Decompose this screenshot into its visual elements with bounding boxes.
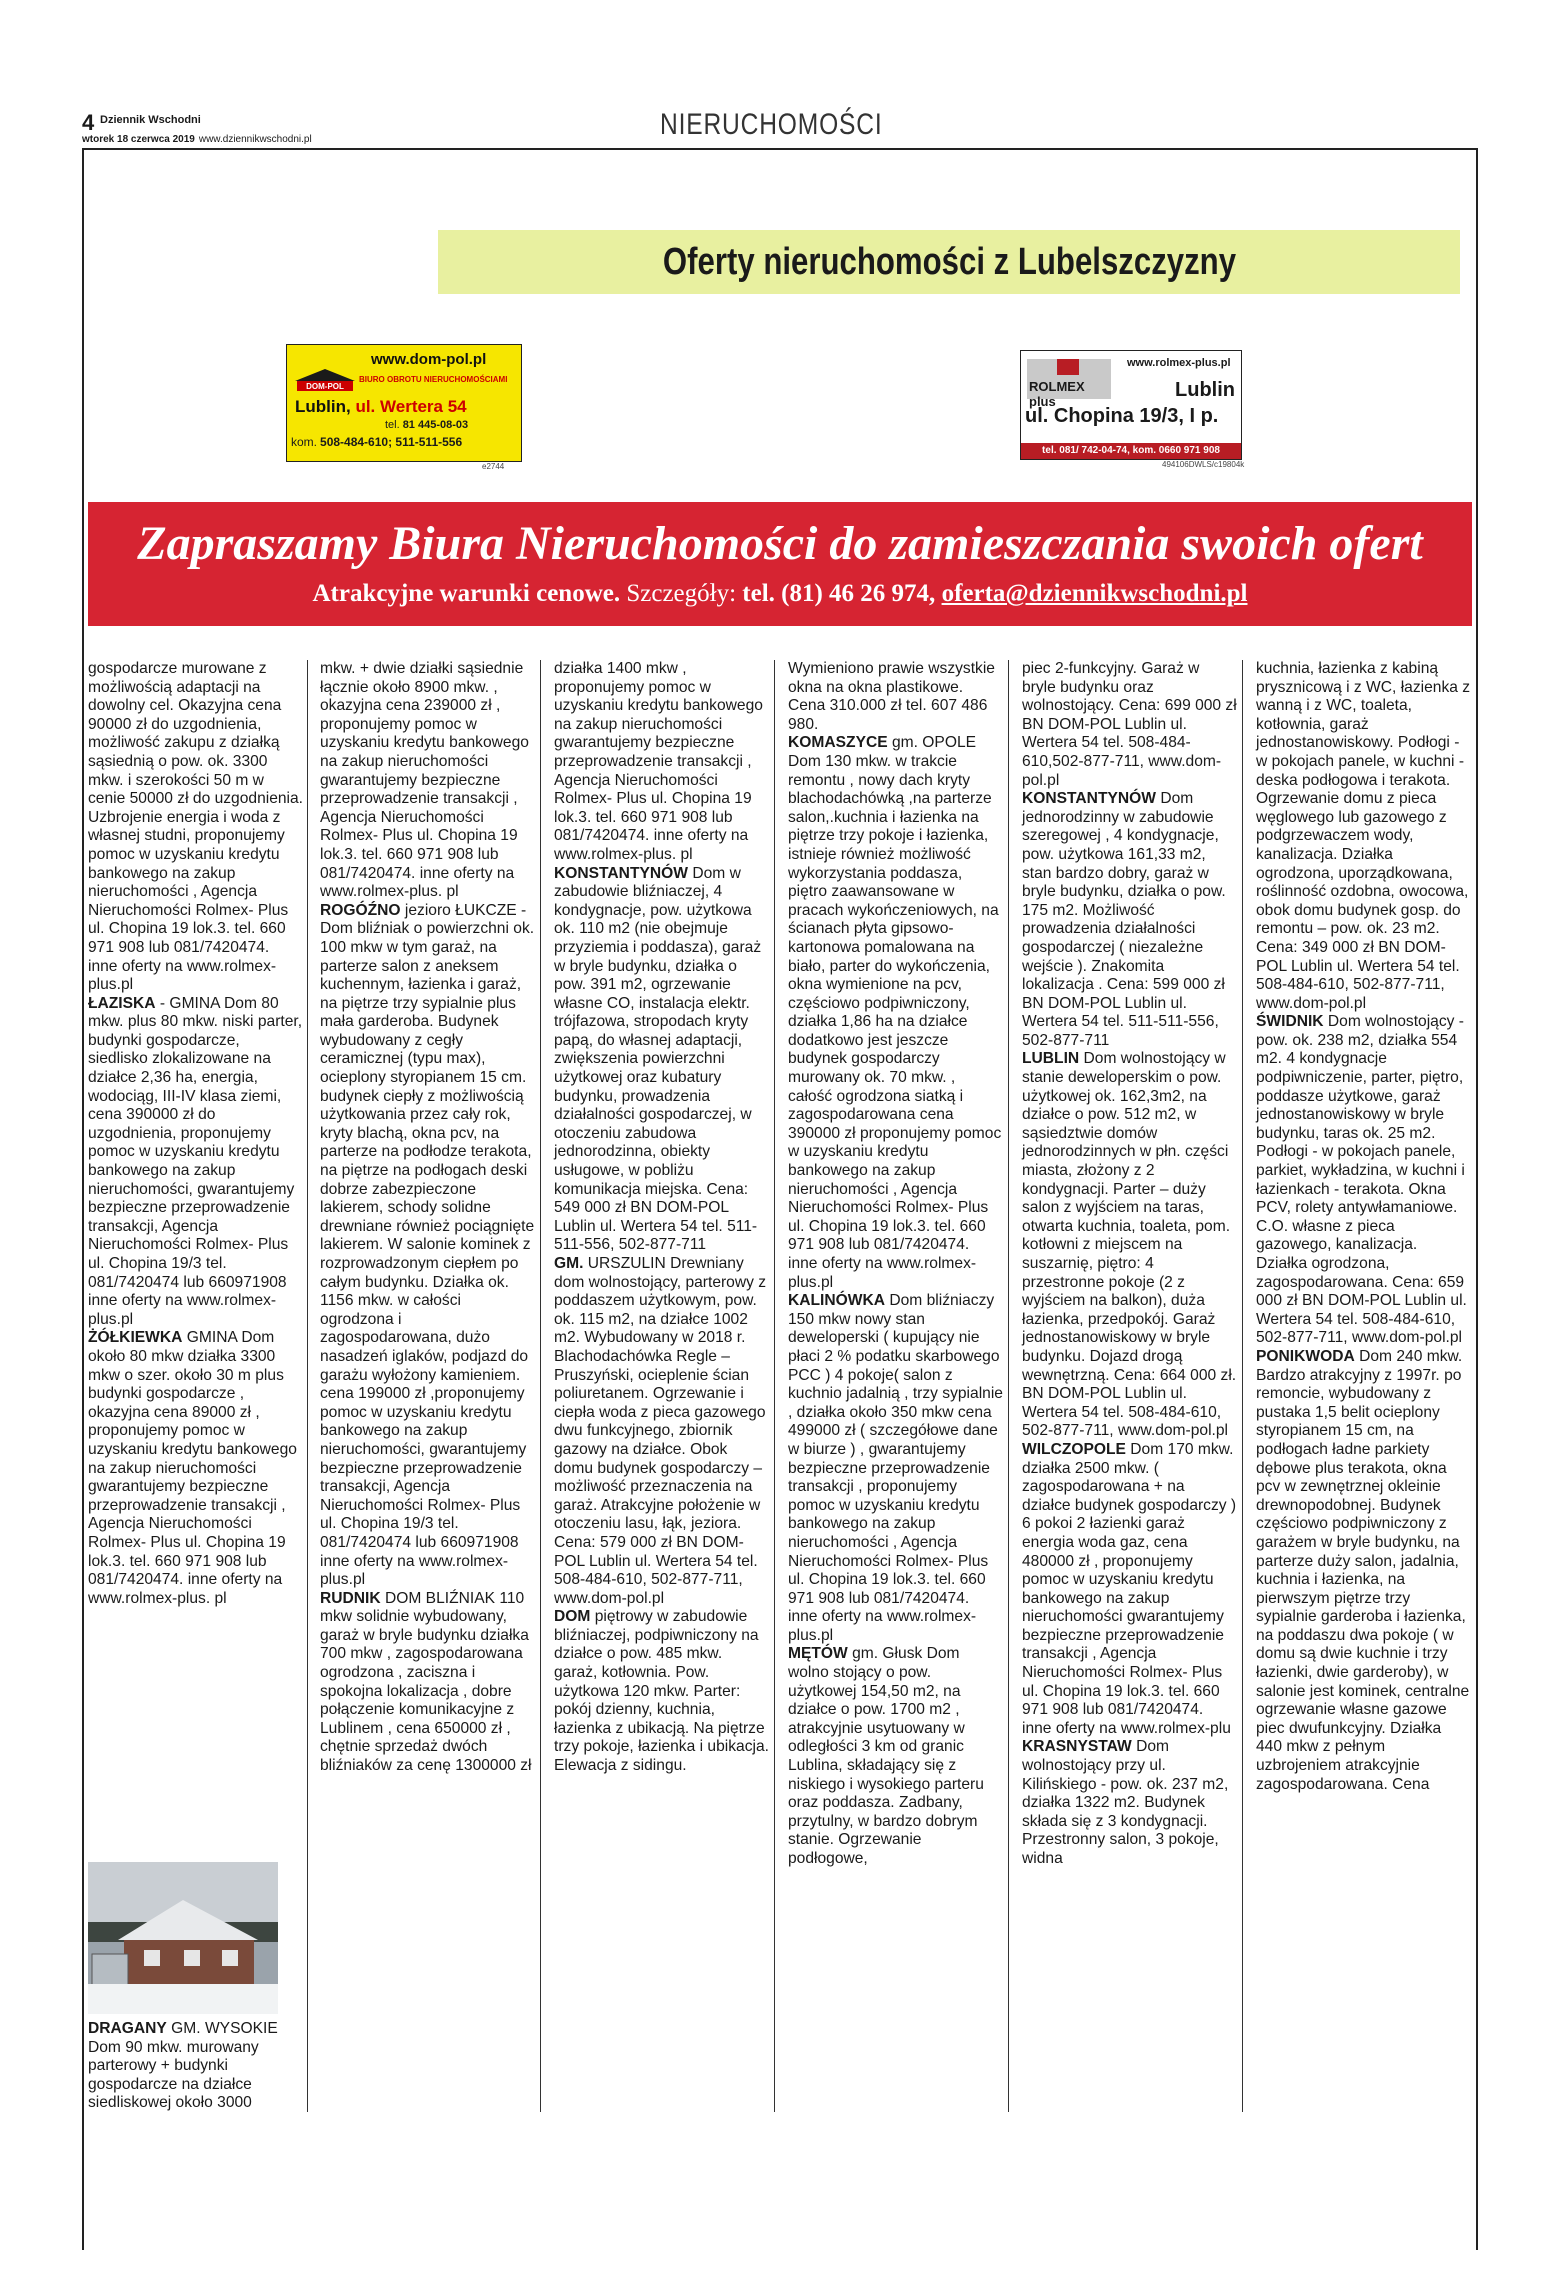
listing-entry	[554, 1255, 769, 1608]
listing-entry	[88, 2020, 303, 2113]
listing-entry	[88, 995, 303, 1330]
listing-location: ŻÓŁKIEWKA	[88, 1329, 183, 1347]
listing-text: URSZULIN Drewniany dom wolnostojący, parterowy z poddaszem użytkowym, pow. ok. 115 m2, na działce 1002 m2. Wybudowany w 2018 r. Blachodachówka Regle – Pruszyński, ocieplenie ścian poliuretanem. Ogrzewanie i ciepła woda z pieca gazowego dwu funkcyjnego, zbiornik gazowy na działce. Obok domu budynek gospodarczy – możliwość przeznaczenia na garaż. Atrakcyjne położenie w otoczeniu lasu, łąk, jeziora. Cena: 579 000 zł BN DOM-POL Lublin ul. Wertera 54 tel. 508-484-610, 502-877-711, www.dom-pol.pl	[554, 1255, 767, 1607]
listing-location: LUBLIN	[1022, 1050, 1080, 1068]
listing-text: Wymieniono prawie wszystkie okna na okna plastikowe. Cena 310.000 zł tel. 607 486 980.	[788, 660, 995, 733]
listing-entry	[1256, 1348, 1471, 1794]
publication-name: Dziennik Wschodni	[100, 114, 201, 126]
listing-text: DOM BLIŹNIAK 110 mkw solidnie wybudowany, garaż w bryle budynku działka 700 mkw , zagospodarowana ogrodzona , zaciszna i spokojna lokalizacja , dobre połączenie komunikacyjne z Lublinem , cena 650000 zł , chętnie sprzedaż dwóch bliźniaków za cenę 1300000 zł	[320, 1589, 532, 1775]
promo-headline: Zapraszamy Biura Nieruchomości do zamieszczania swoich ofert	[137, 517, 1423, 570]
listing-text: gm. Głusk Dom wolno stojący o pow. użytkowej 154,50 m2, na działce o pow. 1700 m2 , atrakcyjnie usytuowany w odległości 3 km od granic Lublina, składający się z niskiego i wysokiego parteru oraz poddasza. Zadbany, przytulny, w bardzo dobrym stanie. Ogrzewanie podłogowe,	[788, 1645, 984, 1867]
date-text: wtorek 18 czerwca 2019	[82, 134, 195, 145]
listing-column-3	[554, 660, 769, 1776]
listing-text: gospodarcze murowane z możliwością adaptacji na dowolny cel. Okazyjna cena 90000 zł do uzgodnienia, możliwość zakupu z działką sąsiednią o pow. ok. 3300 mkw. i szerokości 50 m w cenie 50000 zł do uzgodnienia. Uzbrojenie energia i woda z własnej studni, proponujemy pomoc w uzyskaniu kredytu bankowego na zakup nieruchomości , Agencja Nieruchomości Rolmex- Plus ul. Chopina 19 lok.3. tel. 660 971 908 lub 081/7420474. inne oferty na www.rolmex-plus.pl	[88, 660, 304, 994]
rolmex-url[interactable]: www.rolmex-plus.pl	[1127, 357, 1231, 369]
rolmex-logo-square-icon	[1057, 359, 1079, 375]
listing-text: piętrowy w zabudowie bliźniaczej, podpiwniczony na działce o pow. 485 mkw. garaż, kotłownia. Pow. użytkowa 120 mkw. Parter: pokój dzienny, kuchnia, łazienka z ubikacją. Na piętrze trzy pokoje, łazienka i ubikacja. Elewacja z sidingu.	[554, 1608, 769, 1775]
listing-column-2	[320, 660, 535, 1776]
dompol-kom-label: kom.	[291, 435, 318, 449]
listing-column-1-bottom	[88, 2020, 303, 2113]
promo-attractive: Atrakcyjne warunki cenowe.	[312, 580, 621, 607]
page-number: 4	[82, 110, 95, 135]
promo-subline	[88, 580, 1472, 608]
listing-column-1	[88, 660, 303, 1608]
listing-entry	[788, 660, 1003, 734]
listing-location: ŚWIDNIK	[1256, 1013, 1324, 1031]
listing-entry	[88, 660, 303, 995]
listing-text: jezioro ŁUKCZE - Dom bliźniak o powierzchni ok. 100 mkw w tym garaż, na parterze salon z aneksem kuchennym, łazienka i garaż, na piętrze trzy sypialnie plus mała garderoba. Budynek wybudowany z cegły ceramicznej (typu max), ocieplony styropianem 15 cm. budynek ciepły z możliwością użytkowania przez cały rok, kryty blachą, okna pcv, na parterze na podłodze terakota, na piętrze na podłogach deski dobrze zabezpieczone lakierem, schody solidne drewniane również pociągnięte lakierem. W salonie kominek z rozprowadzonym ciepłem po całym budynku. Działka ok. 1156 mkw. w całości ogrodzona i zagospodarowana, dużo nasadzeń iglaków, podjazd do garażu wyłożony kamieniem. cena 199000 zł ,proponujemy pomoc w uzyskaniu kredytu bankowego na zakup nieruchomości, gwarantujemy bezpieczne przeprowadzenie transakcji, Agencja Nieruchomości Rolmex- Plus ul. Chopina 19/3 tel. 081/7420474 lub 660971908 inne oferty na www.rolmex-plus.pl	[320, 901, 535, 1589]
dompol-address	[295, 397, 467, 417]
dompol-tel-number: 81 445-08-03	[402, 419, 469, 431]
rolmex-ad[interactable]	[1020, 350, 1242, 460]
listing-text: Dom bliźniaczy 150 mkw nowy stan deweloperski ( kupujący nie płaci 2 % podatku skarbowego PCC ) 4 pokoje( salon z kuchnio jadalnią , trzy sypialnie , działka około 350 mkw cena 499000 zł ( szczegółowe dane w biurze ) , gwarantujemy bezpieczne przeprowadzenie transakcji , proponujemy pomoc w uzyskaniu kredytu bankowego na zakup nieruchomości , Agencja Nieruchomości Rolmex- Plus ul. Chopina 19 lok.3. tel. 660 971 908 lub 081/7420474. inne oferty na www.rolmex-plus.pl	[788, 1292, 1003, 1644]
dompol-street: ul. Wertera 54	[355, 397, 467, 416]
listing-entry	[788, 734, 1003, 1292]
listing-location: ROGÓŹNO	[320, 901, 401, 919]
rolmex-logo	[1027, 359, 1111, 409]
listing-entry	[788, 1645, 1003, 1868]
listing-location: GM.	[554, 1255, 584, 1272]
listing-column-6	[1256, 660, 1471, 1794]
dompol-house-logo-icon	[293, 367, 357, 391]
listing-entry	[1022, 1738, 1237, 1868]
rolmex-city: Lublin	[1175, 379, 1235, 401]
listing-text: działka 1400 mkw , proponujemy pomoc w uzyskaniu kredytu bankowego na zakup nieruchomości gwarantujemy bezpieczne przeprowadzenie transakcji , Agencja Nieruchomości Rolmex- Plus ul. Chopina 19 lok.3. tel. 660 971 908 lub 081/7420474. inne oferty na www.rolmex-plus. pl	[554, 660, 763, 863]
listing-entry	[788, 1292, 1003, 1645]
dompol-logo-text: DOM-POL	[306, 382, 344, 391]
listing-column-5	[1022, 660, 1237, 1869]
listing-text: gm. OPOLE Dom 130 mkw. w trakcie remontu , nowy dach kryty blachodachówką ,na parterze salon,.kuchnia i łazienka na piętrze trzy pokoje i łazienka, istnieje również możliwość wykorzystania poddasza, piętro zaawansowane w pracach wykończeniowych, na ścianach płyta gipsowo-kartonowa pomalowana na biało, parter do wykończenia, okna wymienione na pcv, częściowo podpiwniczony, działka 1,86 ha na działce dodatkowo jest jeszcze budynek gospodarczy murowany ok. 70 mkw. , całość ogrodzona siatką i zagospodarowana cena 390000 zł proponujemy pomoc w uzyskaniu kredytu bankowego na zakup nieruchomości , Agencja Nieruchomości Rolmex- Plus ul. Chopina 19 lok.3. tel. 660 971 908 lub 081/7420474. inne oferty na www.rolmex-plus.pl	[788, 734, 1002, 1291]
listing-text: Dom 170 mkw. działka 2500 mkw. ( zagospodarowana + na działce budynek gospodarczy ) 6 pokoi 2 łazienki garaż energia woda gaz, cena 480000 zł , proponujemy pomoc w uzyskaniu kredytu bankowego na zakup nieruchomości gwarantujemy bezpieczne przeprowadzenie transakcji , Agencja Nieruchomości Rolmex- Plus ul. Chopina 19 lok.3. tel. 660 971 908 lub 081/7420474. inne oferty na www.rolmex-plu	[1022, 1440, 1237, 1737]
listing-entry	[88, 1329, 303, 1608]
house-photo	[88, 1862, 278, 2014]
listing-text: GMINA Dom około 80 mkw działka 3300 mkw o szer. około 30 m plus budynki gospodarcze , okazyjna cena 89000 zł , proponujemy pomoc w uzyskaniu kredytu bankowego na zakup nieruchomości gwarantujemy bezpieczne przeprowadzenie transakcji , Agencja Nieruchomości Rolmex- Plus ul. Chopina 19 lok.3. tel. 660 971 908 lub 081/7420474. inne oferty na www.rolmex-plus. pl	[88, 1329, 297, 1607]
listing-entry	[554, 1608, 769, 1775]
listing-location: PONIKWODA	[1256, 1347, 1355, 1365]
column-divider	[1008, 660, 1009, 2112]
listing-text: Dom jednorodzinny w zabudowie szeregowej , 4 kondygnacje, pow. użytkowa 161,33 m2, stan bardzo dobry, garaż w bryle budynku, działka o pow. 175 m2. Możliwość prowadzenia działalności gospodarczej ( niezależne wejście ). Znakomita lokalizacja . Cena: 599 000 zł BN DOM-POL Lublin ul. Wertera 54 tel. 511-511-556, 502-877-711	[1022, 790, 1226, 1049]
rolmex-logo-text: ROLMEX plus	[1029, 379, 1085, 409]
listing-location: KOMASZYCE	[788, 734, 888, 752]
website-link[interactable]: www.dziennikwschodni.pl	[198, 134, 312, 145]
listing-text: Dom wolnostojący w stanie deweloperskim o pow. użytkowej ok. 162,3m2, na działce o pow. 512 m2, w sąsiedztwie domów jednorodzinnych w płn. części miasta, złożony z 2 kondygnacji. Parter – duży salon z wyjściem na taras, otwarta kuchnia, toaleta, pom. kotłowni z miejscem na suszarnię, piętro: 4 przestronne pokoje (2 z wyjściem na balkon), duża łazienka, przedpokój. Garaż jednostanowiskowy w bryle budynku. Dojazd drogą wewnętrzną. Cena: 664 000 zł. BN DOM-POL Lublin ul. Wertera 54 tel. 508-484-610, 502-877-711, www.dom-pol.pl	[1022, 1050, 1237, 1440]
listing-entry	[1022, 660, 1237, 790]
listing-entry	[320, 1590, 535, 1776]
listing-entry	[554, 660, 769, 865]
listing-location: ŁAZISKA	[88, 994, 156, 1012]
listing-location: WILCZOPOLE	[1022, 1440, 1126, 1458]
dompol-ad[interactable]	[286, 344, 522, 462]
offers-title: Oferty nieruchomości z Lubelszczyzny	[662, 240, 1236, 283]
dompol-mobile	[291, 435, 462, 449]
dompol-tagline: BIURO OBROTU NIERUCHOMOŚCIAMI	[359, 375, 508, 384]
offers-title-banner	[438, 230, 1460, 294]
listing-text: Dom wolnostojący - pow. ok. 238 m2, działka 554 m2. 4 kondygnacje podpiwniczenie, parter, piętro, poddasze użytkowe, garaż jednostanowiskowy w bryle budynku, taras ok. 25 m2. Podłogi - w pokojach panele, parkiet, wykładzina, w kuchni i łazienkach - terakota. Okna PCV, rolety antywłamaniowe. C.O. własne z pieca gazowego, kanalizacja. Działka ogrodzona, zagospodarowana. Cena: 659 000 zł BN DOM-POL Lublin ul. Wertera 54 tel. 508-484-610, 502-877-711, www.dom-pol.pl	[1256, 1013, 1467, 1347]
listing-entry	[1022, 790, 1237, 1050]
listing-text: - GMINA Dom 80 mkw. plus 80 mkw. niski parter, budynki gospodarcze, siedlisko zlokalizowane na działce 2,36 ha, energia, wodociąg, III-IV klasa ziemi, cena 390000 zł do uzgodnienia, proponujemy pomoc w uzyskaniu kredytu bankowego na zakup nieruchomości, gwarantujemy bezpieczne przeprowadzenie transakcji, Agencja Nieruchomości Rolmex- Plus ul. Chopina 19/3 tel. 081/7420474 lub 660971908 inne oferty na www.rolmex-plus.pl	[88, 994, 303, 1328]
listing-text: kuchnia, łazienka z kabiną prysznicową i z WC, łazienka z wanną i z WC, toaleta, kotłownia, garaż jednostanowiskowy. Podłogi - w pokojach panele, w kuchni - deska podłogowa i terakota. Ogrzewanie domu z pieca węglowego lub gazowego z podgrzewaczem wody, kanalizacja. Działka ogrodzona, uporządkowana, roślinność ozdobna, owocowa, obok domu budynek gosp. do remontu – pow. ok. 23 m2. Cena: 349 000 zł BN DOM-POL Lublin ul. Wertera 54 tel. 508-484-610, 502-877-711, www.dom-pol.pl	[1256, 660, 1471, 1012]
section-title: NIERUCHOMOŚCI	[660, 108, 883, 141]
listing-entry	[1022, 1050, 1237, 1440]
column-divider	[540, 660, 541, 2112]
dompol-city: Lublin,	[295, 397, 351, 416]
listing-text: GM. WYSOKIE Dom 90 mkw. murowany parterowy + budynki gospodarcze na działce siedliskowej około 3000	[88, 2020, 278, 2112]
listing-text: Dom wolnostojący przy ul. Kilińskiego - pow. ok. 237 m2, działka 1322 m2. Budynek składa się z 3 kondygnacji. Przestronny salon, 3 pokoje, widna	[1022, 1738, 1229, 1867]
dompol-url[interactable]: www.dom-pol.pl	[371, 351, 487, 368]
rolmex-address: ul. Chopina 19/3, I p.	[1025, 405, 1219, 427]
listing-text: piec 2-funkcyjny. Garaż w bryle budynku oraz wolnostojący. Cena: 699 000 zł BN DOM-POL Lublin ul. Wertera 54 tel. 508-484-610,502-877-711, www.dom-pol.pl	[1022, 660, 1237, 789]
listing-location: KALINÓWKA	[788, 1292, 886, 1310]
column-divider	[1242, 660, 1243, 2112]
rolmex-ad-code: 494106DWLS/c19804k	[1162, 460, 1245, 469]
listing-text: Dom w zabudowie bliźniaczej, 4 kondygnacje, pow. użytkowa ok. 110 m2 (nie obejmuje przyziemia i poddasza), garaż w bryle budynku, działka o pow. 391 m2, ogrzewanie własne CO, instalacja elektr. trójfazowa, stropodach kryty papą, do własnej adaptacji, zwiększenia powierzchni użytkowej oraz kubatury budynku, prowadzenia działalności gospodarczej, w otoczeniu zabudowa jednorodzinna, obiekty usługowe, w pobliżu komunikacja miejska. Cena: 549 000 zł BN DOM-POL Lublin ul. Wertera 54 tel. 511-511-556, 502-877-711	[554, 864, 762, 1254]
listing-location: DOM	[554, 1608, 591, 1626]
listing-location: MĘTÓW	[788, 1645, 848, 1663]
listing-location: KONSTANTYNÓW	[554, 864, 688, 882]
listing-entry	[1256, 1013, 1471, 1348]
listing-entry	[554, 865, 769, 1255]
issue-date	[82, 134, 312, 146]
listing-entry	[1022, 1441, 1237, 1739]
column-divider	[774, 660, 775, 2112]
promo-details-label: Szczegóły:	[626, 580, 737, 607]
promo-email-link[interactable]: oferta@dziennikwschodni.pl	[941, 580, 1248, 607]
dompol-phone	[385, 419, 468, 431]
listing-entry	[1256, 660, 1471, 1013]
dompol-kom-number: 508-484-610; 511-511-556	[320, 435, 463, 449]
listing-location: RUDNIK	[320, 1589, 381, 1607]
promo-banner	[88, 502, 1472, 626]
listing-entry	[320, 660, 535, 902]
rolmex-phone: tel. 081/ 742-04-74, kom. 0660 971 908	[1021, 443, 1241, 459]
listing-location: DRAGANY	[88, 2020, 167, 2037]
listing-entry	[320, 902, 535, 1590]
column-divider	[307, 660, 308, 2112]
listing-text: Dom 240 mkw. Bardzo atrakcyjny z 1997r. po remoncie, wybudowany z pustaka 1,5 belit ocieplony styropianem 15 cm, na podłogach ładne parkiety dębowe plus terakota, okna pcv w zewnętrznej okleinie drewnopodobnej. Budynek częściowo podpiwniczony z garażem w bryle budynku, na parterze duży salon, jadalnia, kuchnia i łazienka, na pierwszym piętrze trzy sypialnie garderoba i łazienka, na poddaszu dwa pokoje ( w domu są dwie kuchnie i trzy łazienki, dwie garderoby), w salonie jest kominek, centralne ogrzewanie własne gazowe piec dwufunkcyjny. Działka 440 mkw z pełnym uzbrojeniem atrakcyjnie zagospodarowana. Cena	[1256, 1347, 1470, 1793]
listing-location: KONSTANTYNÓW	[1022, 790, 1156, 808]
dompol-ad-code: e2744	[482, 462, 505, 471]
listing-text: mkw. + dwie działki sąsiednie łącznie około 8900 mkw. , okazyjna cena 239000 zł , proponujemy pomoc w uzyskaniu kredytu bankowego na zakup nieruchomości gwarantujemy bezpieczne przeprowadzenie transakcji , Agencja Nieruchomości Rolmex- Plus ul. Chopina 19 lok.3. tel. 660 971 908 lub 081/7420474. inne oferty na www.rolmex-plus. pl	[320, 660, 529, 901]
listing-column-4	[788, 660, 1003, 1869]
listing-location: KRASNYSTAW	[1022, 1738, 1132, 1756]
promo-phone: tel. (81) 46 26 974,	[742, 580, 936, 607]
dompol-tel-label: tel.	[385, 419, 400, 431]
